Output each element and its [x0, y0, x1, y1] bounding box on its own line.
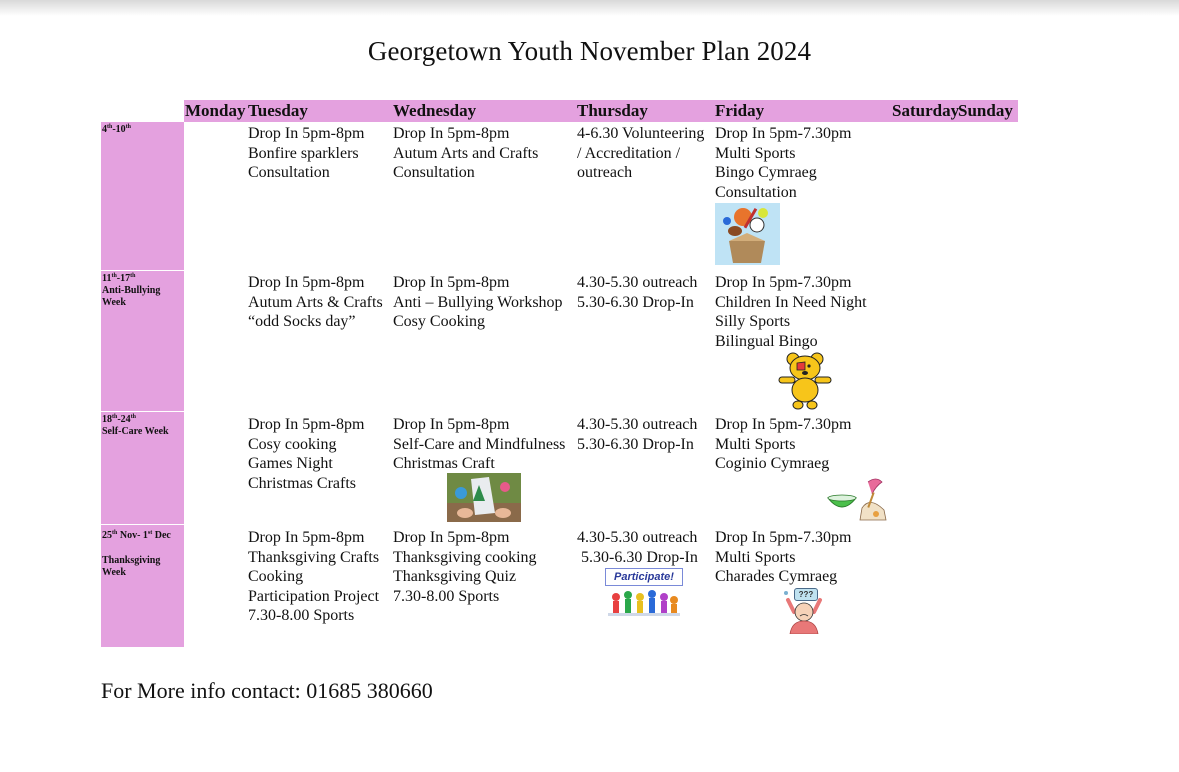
cell-w1-friday: Drop In 5pm-7.30pm Multi Sports Bingo Cymraeg Consultation [715, 125, 852, 201]
cell-w2-tuesday: Drop In 5pm-8pm Autum Arts & Crafts “odd Socks day” [248, 274, 383, 331]
participate-sign-label: Participate! [605, 568, 683, 586]
row-divider [101, 411, 184, 412]
week-label-2: 11th-17th Anti-Bullying Week [102, 273, 182, 309]
week-theme: Anti-Bullying Week [102, 285, 161, 308]
cell-w4-wednesday: Drop In 5pm-8pm Thanksgiving cooking Thanksgiving Quiz 7.30-8.00 Sports [393, 529, 537, 605]
week-theme: Self-Care Week [102, 426, 169, 437]
cooking-bowl-icon [826, 474, 888, 524]
cell-w4-thursday: 4.30-5.30 outreach 5.30-6.30 Drop-In [577, 529, 698, 566]
cell-w3-thursday: 4.30-5.30 outreach 5.30-6.30 Drop-In [577, 416, 698, 453]
page-title: Georgetown Youth November Plan 2024 [367, 36, 812, 66]
week-label-1: 4th-10th [102, 124, 132, 135]
header-sunday: Sunday [958, 101, 1013, 120]
participate-icon [604, 567, 684, 625]
row-divider [101, 270, 184, 271]
cell-w3-friday: Drop In 5pm-7.30pm Multi Sports Coginio Cymraeg [715, 416, 852, 473]
header-saturday: Saturday [892, 101, 960, 120]
footer-contact: For More info contact: 01685 380660 [101, 678, 433, 703]
row-divider [101, 524, 184, 525]
cell-w2-friday: Drop In 5pm-7.30pm Children In Need Night Silly Sports Bilingual Bingo [715, 274, 867, 350]
week-label-4: 25th Nov- 1st Dec Thanksgiving Week [102, 530, 182, 579]
cell-w3-wednesday: Drop In 5pm-8pm Self-Care and Mindfulness Christmas Craft [393, 416, 566, 473]
cell-w2-wednesday: Drop In 5pm-8pm Anti – Bullying Workshop Cosy Cooking [393, 274, 563, 331]
christmas-craft-photo [447, 473, 521, 522]
cell-w1-thursday: 4-6.30 Volunteering / Accreditation / outreach [577, 125, 705, 182]
header-friday: Friday [715, 101, 765, 120]
charades-icon [780, 588, 828, 634]
header-wednesday: Wednesday [393, 101, 477, 120]
cell-w3-tuesday: Drop In 5pm-8pm Cosy cooking Games Night Christmas Crafts [248, 416, 365, 492]
cell-w4-tuesday: Drop In 5pm-8pm Thanksgiving Crafts Cooking Participation Project 7.30-8.00 Sports [248, 529, 380, 625]
sports-box-icon [715, 203, 780, 265]
charades-bubble-label: ??? [794, 588, 818, 601]
header-thursday: Thursday [577, 101, 648, 120]
week-label-3: 18th-24th Self-Care Week [102, 414, 182, 438]
header-monday: Monday [185, 101, 246, 120]
top-shadow [0, 0, 1179, 16]
cell-w1-tuesday: Drop In 5pm-8pm Bonfire sparklers Consultation [248, 125, 365, 182]
week-theme: Thanksgiving Week [102, 555, 161, 578]
cell-w4-friday: Drop In 5pm-7.30pm Multi Sports Charades Cymraeg [715, 529, 852, 586]
cell-w1-wednesday: Drop In 5pm-8pm Autum Arts and Crafts Consultation [393, 125, 539, 182]
header-tuesday: Tuesday [248, 101, 308, 120]
cell-w2-thursday: 4.30-5.30 outreach 5.30-6.30 Drop-In [577, 274, 698, 311]
pudsey-bear-icon [775, 350, 835, 410]
